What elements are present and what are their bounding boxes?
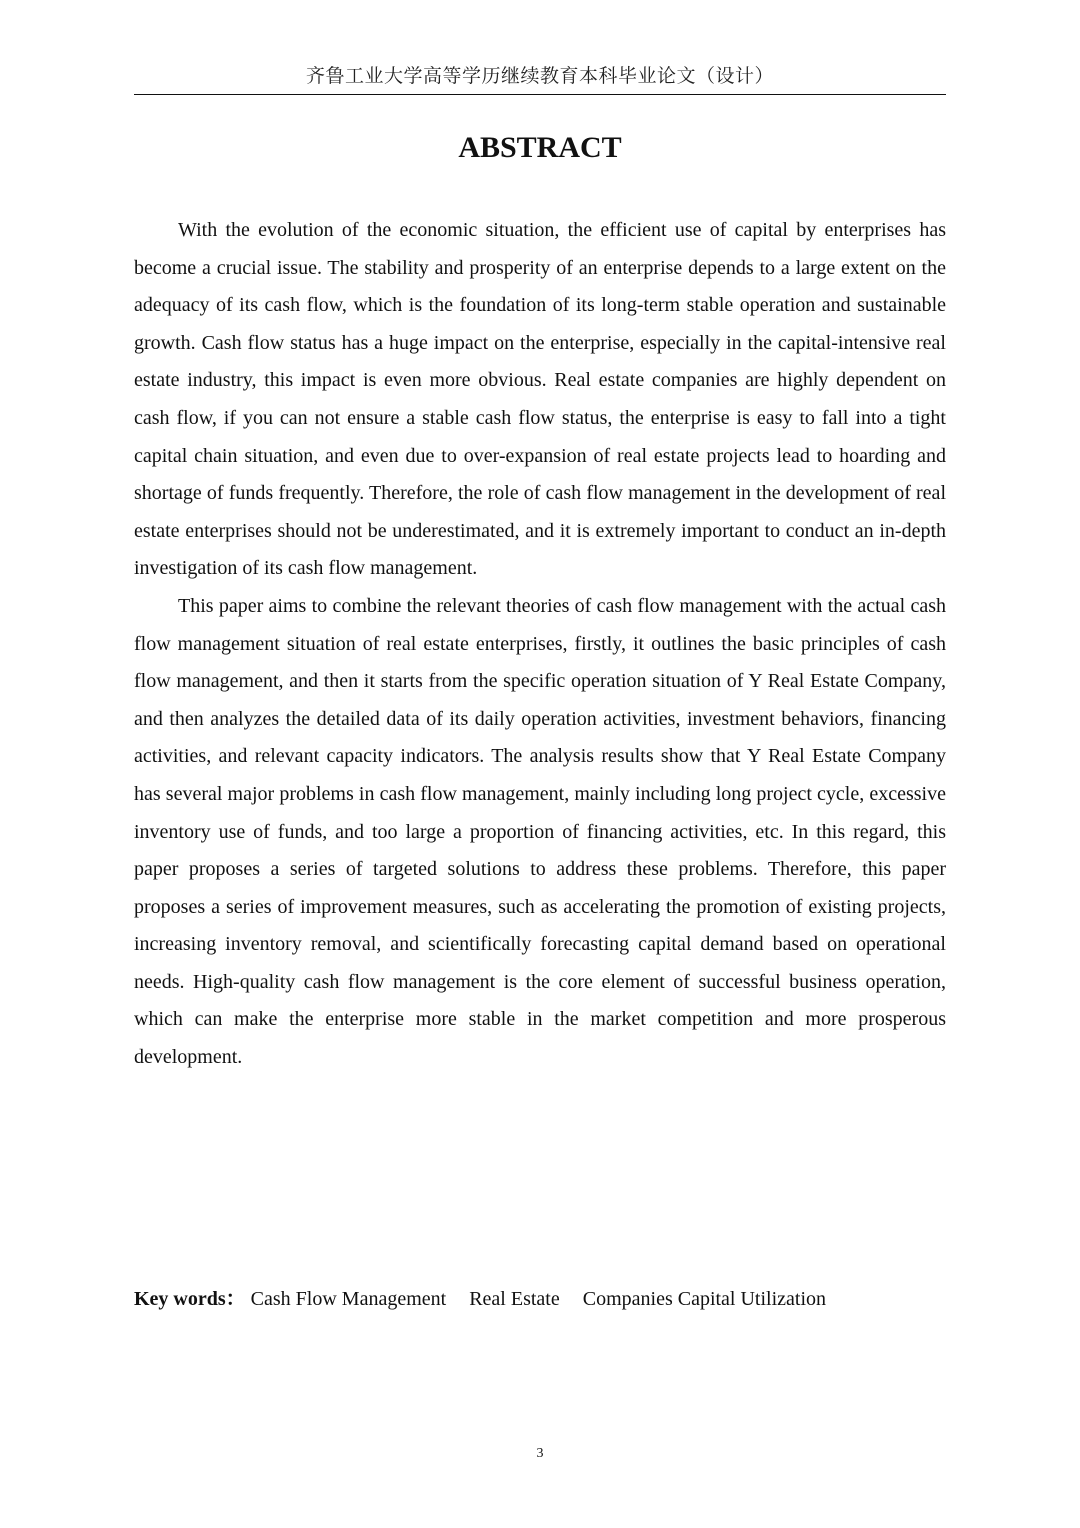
abstract-title: ABSTRACT [458,131,622,164]
abstract-paragraph-2: This paper aims to combine the relevant theories of cash flow management with the actual cash flow management situation of real estate enterprises, firstly, it outlines the basic principles of cash flow management, and then it starts from the specific operation situation of Y Real Estate Company, and then analyzes the detailed data of its daily operation activities, investment behaviors, financing activities, and relevant capacity indicators. The analysis results show that Y Real Estate Company has several major problems in cash flow management, mainly including long project cycle, excessive inventory use of funds, and too large a proportion of financing activities, etc. In this regard, this paper proposes a series of targeted solutions to address these problems. Therefore, this paper proposes a series of improvement measures, such as accelerating the promotion of existing projects, increasing inventory removal, and scientifically forecasting capital demand based on operational needs. High-quality cash flow management is the core element of successful business operation, which can make the enterprise more stable in the market competition and more prosperous development. [134,594,946,1069]
keywords-label: Key words： [134,1288,246,1310]
page-number: 3 [536,1446,544,1461]
keywords-line [134,1284,946,1314]
page-header: 齐鲁工业大学高等学历继续教育本科毕业论文（设计） [305,65,774,87]
header-rule [134,94,946,95]
abstract-paragraph-1: With the evolution of the economic situation, the efficient use of capital by enterprises has become a crucial issue. The stability and prosperity of an enterprise depends to a large extent on the adequacy of its cash flow, which is the foundation of its long-term stable operation and sustainable growth. Cash flow status has a huge impact on the enterprise, especially in the capital-intensive real estate industry, this impact is even more obvious. Real estate companies are highly dependent on cash flow, if you can not ensure a stable cash flow status, the enterprise is easy to fall into a tight capital chain situation, and even due to over-expansion of real estate projects lead to hoarding and shortage of funds frequently. Therefore, the role of cash flow management in the development of real estate enterprises should not be underestimated, and it is extremely important to conduct an in-depth investigation of its cash flow management. [134,219,946,580]
keyword-item: Real Estate [469,1288,560,1310]
abstract-body [134,212,946,1077]
keyword-item: Companies Capital Utilization [582,1288,827,1310]
keyword-item: Cash Flow Management [250,1288,447,1310]
